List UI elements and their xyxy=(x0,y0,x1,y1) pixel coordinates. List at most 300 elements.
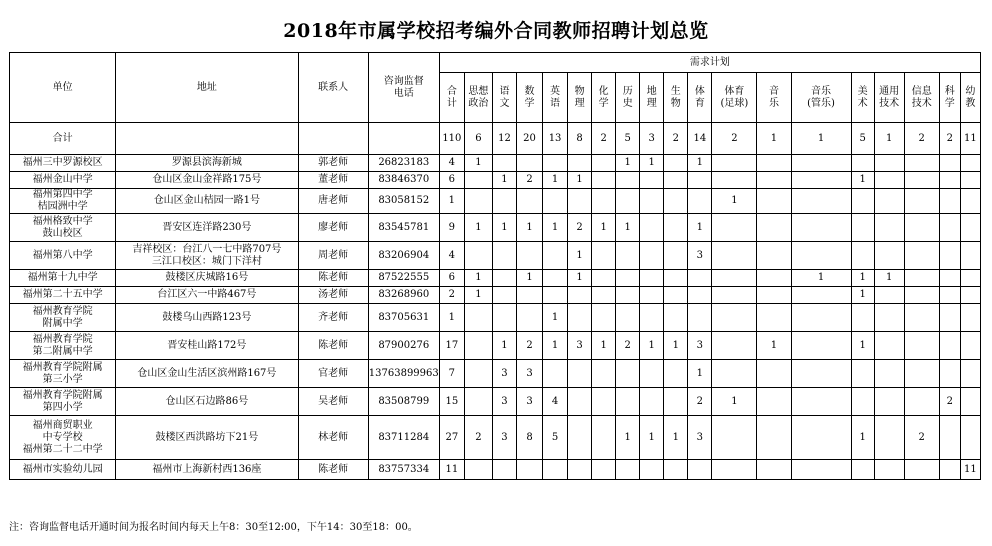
header-address-line: 地址 xyxy=(196,81,217,93)
demand-cell xyxy=(688,287,712,304)
table-row xyxy=(10,214,981,242)
demand-cell xyxy=(960,242,980,270)
demand-cell xyxy=(516,172,542,189)
demand-cell xyxy=(568,360,592,388)
demand-cell xyxy=(543,360,568,388)
contact-name-line: 董老师 xyxy=(318,174,349,185)
demand-cell xyxy=(592,155,616,172)
demand-cell-line: 11 xyxy=(445,463,459,475)
demand-cell xyxy=(904,287,939,304)
demand-cell xyxy=(664,460,688,480)
total-value-cell xyxy=(492,123,516,155)
school-name-line: 附属中学 xyxy=(42,317,83,329)
header-subject-line: 音 xyxy=(768,85,779,97)
demand-cell xyxy=(757,416,791,460)
demand-cell-line: 1 xyxy=(859,272,866,283)
school-name xyxy=(10,155,116,172)
total-value-cell-line: 13 xyxy=(548,132,562,144)
phone-number xyxy=(368,460,439,480)
demand-cell xyxy=(712,360,757,388)
demand-cell xyxy=(568,416,592,460)
demand-cell xyxy=(464,388,492,416)
demand-cell xyxy=(516,242,542,270)
demand-cell xyxy=(851,242,874,270)
header-subject xyxy=(791,73,851,123)
header-subject-line: 科 xyxy=(944,85,955,97)
demand-cell xyxy=(664,304,688,332)
demand-cell xyxy=(464,155,492,172)
total-value-cell-line: 8 xyxy=(576,132,583,144)
school-address xyxy=(116,287,298,304)
demand-cell-line: 4 xyxy=(448,157,456,168)
demand-cell xyxy=(874,388,904,416)
header-contact-line: 联系人 xyxy=(318,81,349,93)
school-address xyxy=(116,214,298,242)
phone-number xyxy=(368,388,439,416)
demand-cell xyxy=(464,242,492,270)
demand-cell xyxy=(939,287,960,304)
school-address-line: 台江区六一中路467号 xyxy=(157,289,257,300)
demand-cell-line: 6 xyxy=(448,272,456,283)
header-subject-line: 育 xyxy=(694,97,705,109)
contact-name-line: 官老师 xyxy=(318,367,349,379)
demand-cell xyxy=(439,189,464,214)
total-value-cell xyxy=(904,123,939,155)
total-value-cell-line: 2 xyxy=(731,132,738,144)
school-address-line: 三江口校区：城门下洋村 xyxy=(151,255,262,267)
demand-cell xyxy=(543,189,568,214)
demand-cell-line: 2 xyxy=(526,339,533,351)
header-subject-line: 计 xyxy=(446,97,457,109)
demand-cell xyxy=(960,214,980,242)
demand-cell xyxy=(616,189,640,214)
demand-cell xyxy=(874,287,904,304)
demand-cell xyxy=(851,360,874,388)
demand-cell xyxy=(939,416,960,460)
total-value-cell-line: 2 xyxy=(946,132,953,144)
demand-cell xyxy=(688,155,712,172)
school-address-line: 晋安桂山路172号 xyxy=(167,339,247,351)
demand-cell xyxy=(939,242,960,270)
phone-number xyxy=(368,214,439,242)
demand-cell-line: 3 xyxy=(696,249,704,261)
total-value-cell-line: 2 xyxy=(600,132,607,144)
school-name-line: 福州第八中学 xyxy=(32,249,93,261)
demand-cell-line: 7 xyxy=(448,367,456,379)
demand-cell-line: 1 xyxy=(551,311,559,323)
header-subject-line: 学 xyxy=(944,97,955,109)
demand-cell xyxy=(568,287,592,304)
demand-cell xyxy=(688,214,712,242)
school-name-line: 桔园洲中学 xyxy=(37,201,88,212)
phone-number-line: 83846370 xyxy=(378,174,430,185)
demand-cell xyxy=(960,416,980,460)
demand-cell-line: 1 xyxy=(859,289,866,300)
demand-cell-line: 1 xyxy=(475,157,482,168)
header-subject-line: 学 xyxy=(598,97,609,109)
header-subject-line: 文 xyxy=(499,97,510,109)
footnote: 注：咨询监督电话开通时间为报名时间内每天上午8：30至12:00，下午14：30至18：00。 xyxy=(9,522,418,533)
demand-cell-line: 1 xyxy=(770,339,778,351)
demand-cell xyxy=(492,416,516,460)
page-title: 2018年市属学校招考编外合同教师招聘计划总览 xyxy=(283,20,709,42)
demand-cell xyxy=(757,155,791,172)
header-subject-line: 乐 xyxy=(768,97,779,109)
demand-cell xyxy=(492,388,516,416)
header-address xyxy=(116,53,298,123)
school-name-line: 福州教育学院 xyxy=(32,333,93,345)
demand-cell xyxy=(851,388,874,416)
school-name xyxy=(10,287,116,304)
demand-cell-line: 1 xyxy=(475,221,482,233)
header-row xyxy=(10,53,981,73)
table-row xyxy=(10,242,981,270)
demand-cell xyxy=(874,270,904,287)
demand-cell xyxy=(791,388,851,416)
demand-cell xyxy=(712,460,757,480)
header-subject-line: 美 xyxy=(857,85,868,97)
demand-cell xyxy=(516,416,542,460)
demand-cell-line: 1 xyxy=(600,339,607,351)
demand-cell xyxy=(568,304,592,332)
school-address xyxy=(116,155,298,172)
header-subject-line: 技术 xyxy=(911,97,932,109)
demand-cell-line: 1 xyxy=(501,221,508,233)
phone-number-line: 83058152 xyxy=(378,195,430,206)
demand-cell xyxy=(851,460,874,480)
contact-name xyxy=(298,214,368,242)
demand-cell-line: 9 xyxy=(448,221,456,233)
demand-cell xyxy=(960,332,980,360)
demand-cell xyxy=(492,287,516,304)
school-name-line: 福州教育学院 xyxy=(32,305,93,317)
demand-cell xyxy=(757,460,791,480)
demand-cell xyxy=(939,189,960,214)
demand-cell xyxy=(712,332,757,360)
demand-cell xyxy=(874,189,904,214)
demand-cell xyxy=(616,416,640,460)
demand-cell xyxy=(492,304,516,332)
demand-cell-line: 3 xyxy=(501,395,508,407)
demand-cell xyxy=(791,172,851,189)
demand-cell xyxy=(791,214,851,242)
demand-cell xyxy=(516,388,542,416)
phone-number xyxy=(368,242,439,270)
demand-cell xyxy=(516,270,542,287)
demand-cell-line: 1 xyxy=(475,289,482,300)
school-name xyxy=(10,360,116,388)
demand-cell xyxy=(960,270,980,287)
demand-cell xyxy=(543,172,568,189)
demand-cell xyxy=(664,360,688,388)
school-name xyxy=(10,172,116,189)
demand-cell xyxy=(688,332,712,360)
demand-cell-line: 3 xyxy=(696,339,704,351)
demand-cell xyxy=(616,460,640,480)
recruitment-plan-table xyxy=(9,52,981,480)
phone-number xyxy=(368,416,439,460)
total-value-cell-line: 110 xyxy=(442,132,462,144)
phone-number xyxy=(368,155,439,172)
demand-cell xyxy=(904,242,939,270)
demand-cell xyxy=(640,304,664,332)
demand-cell-line: 1 xyxy=(696,221,704,233)
demand-cell xyxy=(464,287,492,304)
demand-cell xyxy=(874,214,904,242)
header-subject xyxy=(492,73,516,123)
total-value-cell xyxy=(874,123,904,155)
demand-cell xyxy=(874,242,904,270)
demand-cell-line: 2 xyxy=(946,395,953,407)
table-row xyxy=(10,360,981,388)
demand-cell xyxy=(904,416,939,460)
demand-cell xyxy=(874,172,904,189)
demand-cell xyxy=(640,242,664,270)
demand-cell xyxy=(592,460,616,480)
contact-name-line: 唐老师 xyxy=(318,195,349,206)
table-row xyxy=(10,287,981,304)
demand-cell xyxy=(791,270,851,287)
demand-cell xyxy=(439,242,464,270)
school-name-line: 福州教育学院附属 xyxy=(22,361,103,373)
header-subject xyxy=(904,73,939,123)
demand-cell xyxy=(874,304,904,332)
demand-cell xyxy=(568,155,592,172)
header-subject-line: 技术 xyxy=(879,97,900,109)
school-name-line: 福州市实验幼儿园 xyxy=(22,463,103,475)
school-address xyxy=(116,332,298,360)
header-subject-line: 教 xyxy=(965,97,976,109)
demand-cell xyxy=(592,332,616,360)
total-value-cell xyxy=(757,123,791,155)
demand-cell xyxy=(712,416,757,460)
demand-cell xyxy=(851,214,874,242)
demand-cell xyxy=(874,360,904,388)
header-subject xyxy=(543,73,568,123)
contact-name-line: 陈老师 xyxy=(318,272,349,283)
demand-cell xyxy=(640,214,664,242)
demand-cell xyxy=(757,360,791,388)
demand-cell xyxy=(464,416,492,460)
phone-number-line: 83206904 xyxy=(378,249,430,261)
header-subject xyxy=(616,73,640,123)
header-unit-line: 单位 xyxy=(52,81,73,93)
demand-cell xyxy=(543,242,568,270)
header-subject-line: 思想 xyxy=(468,85,489,97)
demand-cell-line: 1 xyxy=(526,272,533,283)
demand-cell xyxy=(688,460,712,480)
demand-cell-line: 6 xyxy=(448,174,456,185)
total-row xyxy=(10,123,981,155)
demand-cell xyxy=(791,416,851,460)
header-subject xyxy=(712,73,757,123)
demand-cell-line: 27 xyxy=(445,431,459,443)
demand-cell xyxy=(492,460,516,480)
demand-cell xyxy=(592,242,616,270)
demand-cell xyxy=(664,155,688,172)
phone-number-line: 83757334 xyxy=(378,463,430,475)
school-name-line: 福州金山中学 xyxy=(32,174,93,185)
demand-cell xyxy=(492,270,516,287)
contact-name xyxy=(298,460,368,480)
school-address-line: 晋安区连洋路230号 xyxy=(162,221,252,233)
contact-name-line: 吴老师 xyxy=(318,395,349,407)
school-address xyxy=(116,189,298,214)
contact-name xyxy=(298,172,368,189)
demand-cell xyxy=(492,242,516,270)
demand-cell xyxy=(904,360,939,388)
demand-cell xyxy=(464,270,492,287)
demand-cell xyxy=(960,388,980,416)
header-subject xyxy=(960,73,980,123)
contact-name xyxy=(298,287,368,304)
demand-cell xyxy=(439,287,464,304)
total-value-cell xyxy=(543,123,568,155)
contact-name xyxy=(298,332,368,360)
header-subject-line: 幼 xyxy=(965,85,976,97)
demand-cell xyxy=(616,242,640,270)
demand-cell xyxy=(516,214,542,242)
demand-cell xyxy=(492,214,516,242)
header-subject-line: 音乐 xyxy=(811,85,832,97)
table-row xyxy=(10,332,981,360)
school-address-line: 仓山区金山金祥路175号 xyxy=(152,174,262,185)
demand-cell xyxy=(757,332,791,360)
school-address xyxy=(116,388,298,416)
phone-number xyxy=(368,360,439,388)
header-subject-line: 语 xyxy=(499,85,510,97)
demand-cell-line: 1 xyxy=(672,431,679,443)
demand-cell xyxy=(851,287,874,304)
total-value-cell xyxy=(851,123,874,155)
demand-cell-line: 1 xyxy=(551,339,559,351)
demand-cell-line: 1 xyxy=(576,272,583,283)
demand-cell xyxy=(616,214,640,242)
header-subject-line: 生 xyxy=(670,85,681,97)
header-subject xyxy=(664,73,688,123)
header-subject-line: 数 xyxy=(524,85,535,97)
demand-cell-line: 5 xyxy=(551,431,559,443)
demand-cell xyxy=(904,388,939,416)
demand-cell-line: 2 xyxy=(475,431,482,443)
school-name-line: 福州教育学院附属 xyxy=(22,389,103,401)
demand-cell xyxy=(439,388,464,416)
demand-cell xyxy=(592,388,616,416)
demand-cell-line: 1 xyxy=(501,339,508,351)
header-subject xyxy=(757,73,791,123)
school-name xyxy=(10,304,116,332)
school-address-line: 罗源县滨海新城 xyxy=(171,157,242,168)
demand-cell xyxy=(616,287,640,304)
demand-cell xyxy=(492,189,516,214)
demand-cell xyxy=(568,388,592,416)
school-name-line: 福州格致中学 xyxy=(32,215,93,227)
demand-cell xyxy=(464,214,492,242)
demand-cell xyxy=(851,155,874,172)
header-subject-line: 理 xyxy=(646,97,657,109)
demand-cell xyxy=(712,172,757,189)
total-value-cell xyxy=(791,123,851,155)
demand-cell xyxy=(757,189,791,214)
header-subject-line: 信息 xyxy=(911,85,932,97)
header-subject xyxy=(439,73,464,123)
contact-name xyxy=(298,155,368,172)
school-address-line: 鼓楼乌山西路123号 xyxy=(162,311,252,323)
demand-cell-line: 3 xyxy=(501,367,508,379)
demand-cell-line: 1 xyxy=(859,339,866,351)
demand-cell xyxy=(592,189,616,214)
table-row xyxy=(10,304,981,332)
demand-cell xyxy=(904,214,939,242)
demand-cell-line: 4 xyxy=(551,395,559,407)
demand-cell-line: 1 xyxy=(551,174,559,185)
demand-cell xyxy=(960,155,980,172)
demand-cell xyxy=(791,332,851,360)
demand-cell xyxy=(516,460,542,480)
demand-cell xyxy=(640,332,664,360)
demand-cell xyxy=(492,332,516,360)
demand-cell xyxy=(464,360,492,388)
phone-number xyxy=(368,332,439,360)
total-label xyxy=(10,123,116,155)
demand-cell xyxy=(904,172,939,189)
demand-cell xyxy=(791,155,851,172)
demand-cell xyxy=(640,189,664,214)
header-phone xyxy=(368,53,439,123)
demand-cell xyxy=(712,242,757,270)
header-subject-line: 理 xyxy=(574,97,585,109)
demand-cell xyxy=(439,172,464,189)
header-unit xyxy=(10,53,116,123)
contact-name-line: 陈老师 xyxy=(318,339,349,351)
total-value-cell-line: 5 xyxy=(859,132,866,144)
demand-cell-line: 1 xyxy=(731,195,738,206)
table-row xyxy=(10,155,981,172)
demand-cell xyxy=(939,304,960,332)
school-name xyxy=(10,189,116,214)
header-subject xyxy=(464,73,492,123)
total-value-cell-line: 1 xyxy=(770,132,778,144)
demand-cell xyxy=(960,360,980,388)
demand-cell xyxy=(516,287,542,304)
demand-cell-line: 2 xyxy=(918,431,925,443)
total-value-cell xyxy=(464,123,492,155)
total-value-cell xyxy=(616,123,640,155)
demand-cell xyxy=(688,172,712,189)
demand-cell xyxy=(543,388,568,416)
header-subject-line: (管乐) xyxy=(807,97,835,109)
demand-cell xyxy=(664,388,688,416)
school-name xyxy=(10,270,116,287)
demand-cell-line: 8 xyxy=(526,431,533,443)
demand-cell xyxy=(592,416,616,460)
total-value-cell-line: 3 xyxy=(648,132,655,144)
demand-cell-line: 2 xyxy=(576,221,583,233)
demand-cell xyxy=(439,416,464,460)
demand-cell xyxy=(791,360,851,388)
header-subject-line: 政治 xyxy=(468,97,489,109)
contact-name-line: 林老师 xyxy=(318,431,349,443)
demand-cell-line: 17 xyxy=(445,339,459,351)
total-value-cell-line: 1 xyxy=(817,132,825,144)
demand-cell xyxy=(757,214,791,242)
demand-cell-line: 1 xyxy=(731,395,738,407)
demand-cell xyxy=(939,270,960,287)
header-subject-line: 史 xyxy=(622,97,633,109)
demand-cell xyxy=(904,304,939,332)
contact-name xyxy=(298,242,368,270)
header-subject xyxy=(592,73,616,123)
